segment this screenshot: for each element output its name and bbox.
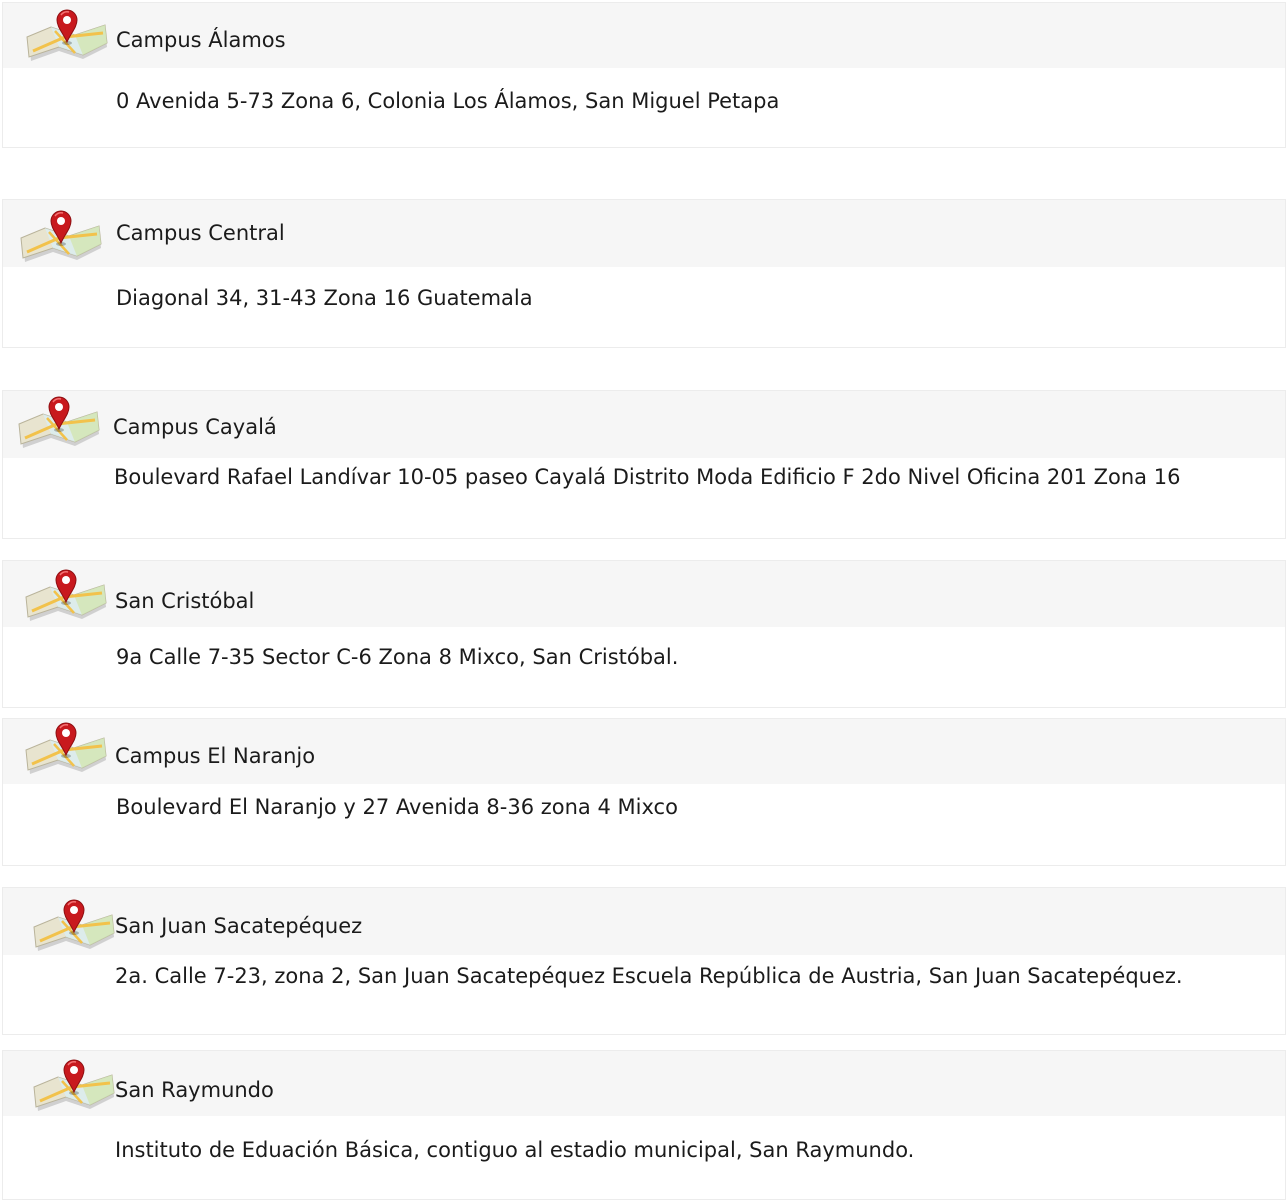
location-card [2, 199, 1286, 348]
location-title: Campus El Naranjo [115, 744, 316, 768]
location-address: 9a Calle 7-35 Sector C-6 Zona 8 Mixco, San Cristóbal. [116, 645, 679, 669]
location-title: San Cristóbal [115, 589, 255, 613]
location-title: Campus Central [116, 221, 285, 245]
map-pin-icon [24, 720, 108, 778]
map-pin-icon [32, 1057, 116, 1115]
map-pin-icon [32, 897, 116, 955]
location-address: Boulevard El Naranjo y 27 Avenida 8-36 zona 4 Mixco [116, 795, 678, 819]
location-title: San Raymundo [115, 1078, 274, 1102]
location-title: Campus Álamos [116, 28, 286, 52]
location-address: 0 Avenida 5-73 Zona 6, Colonia Los Álamos, San Miguel Petapa [116, 89, 780, 113]
map-pin-icon [19, 208, 103, 266]
location-card [2, 390, 1286, 539]
location-title: San Juan Sacatepéquez [115, 914, 363, 938]
map-pin-icon [17, 394, 101, 452]
location-address: Boulevard Rafael Landívar 10-05 paseo Cayalá Distrito Moda Edificio F 2do Nivel Oficina 201 Zona 16 [114, 465, 1181, 489]
map-pin-icon [24, 567, 108, 625]
location-address: 2a. Calle 7-23, zona 2, San Juan Sacatepéquez Escuela República de Austria, San Juan Sacatepéquez. [115, 964, 1183, 988]
map-pin-icon [25, 7, 109, 65]
location-card [2, 1050, 1286, 1200]
location-card [2, 560, 1286, 708]
location-card [2, 718, 1286, 866]
location-address: Diagonal 34, 31-43 Zona 16 Guatemala [116, 286, 533, 310]
location-card [2, 887, 1286, 1035]
location-title: Campus Cayalá [113, 415, 277, 439]
location-card [2, 2, 1286, 148]
location-address: Instituto de Eduación Básica, contiguo al estadio municipal, San Raymundo. [115, 1138, 915, 1162]
